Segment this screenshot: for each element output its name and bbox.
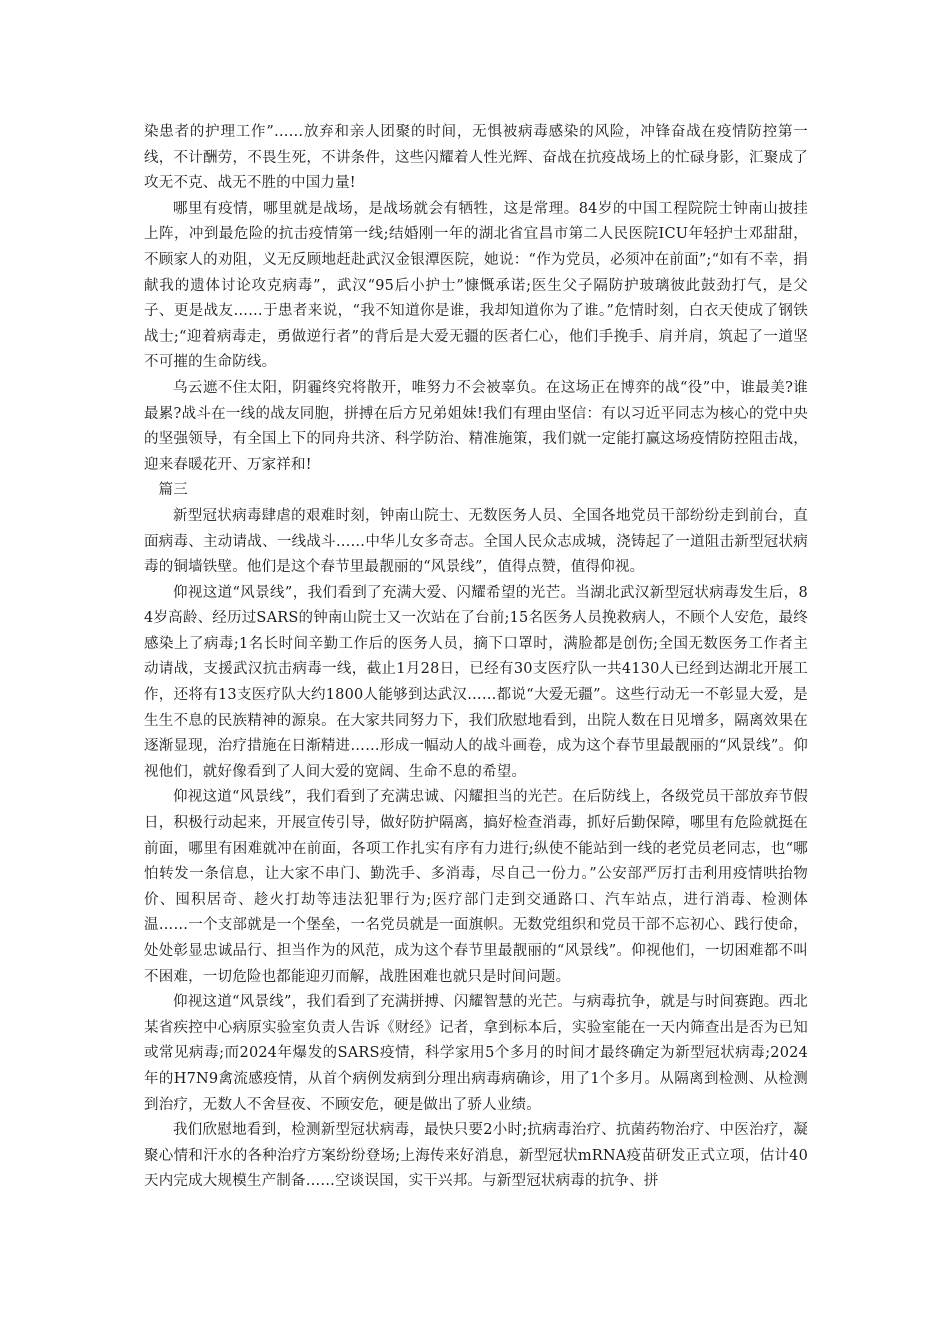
paragraph: 仰视这道“风景线”，我们看到了充满忠诚、闪耀担当的光芒。在后防线上，各级党员干部放弃节假日，积极行动起来，开展宣传引导，做好防护隔离，搞好检查消毒，抓好后勤保障，哪里有危险就挺在前面，哪里有困难就冲在前面，各项工作扎实有序有力进行;纵使不能站到一线的老党员老同志，也“哪怕转发一条信息，让大家不串门、勤洗手、多消毒，尽自己一份力。”公安部严厉打击利用疫情哄抬物价、囤积居奇、趁火打劫等违法犯罪行为;医疗部门走到交通路口、汽车站点，进行消毒、检测体温……一个支部就是一个堡垒，一名党员就是一面旗帜。无数党组织和党员干部不忘初心、践行使命，处处彰显忠诚品行、担当作为的风范，成为这个春节里最靓丽的“风景线”。仰视他们，一切困难都不叫不困难，一切危险也都能迎刃而解，战胜困难也就只是时间问题。	[144, 789, 808, 985]
paragraph: 仰视这道“风景线”，我们看到了充满拼搏、闪耀智慧的光芒。与病毒抗争，就是与时间赛跑。西北某省疾控中心病原实验室负责人告诉《财经》记者，拿到标本后，实验室能在一天内筛查出是否为已知或常见病毒;而2024年爆发的SARS疫情，科学家用5个多月的时间才最终确定为新型冠状病毒;2024年的H7N9禽流感疫情，从首个病例发病到分理出病毒病确诊，用了1个多月。从隔离到检测、从检测到治疗，无数人不舍昼夜、不顾安危，硬是做出了骄人业绩。	[144, 994, 808, 1113]
paragraph: 哪里有疫情，哪里就是战场，是战场就会有牺牲，这是常理。84岁的中国工程院院士钟南山披挂上阵，冲到最危险的抗击疫情第一线;结婚刚一年的湖北省宜昌市第二人民医院ICU年轻护士邓甜甜，不顾家人的劝阻，义无反顾地赶赴武汉金银潭医院，她说：“作为党员，必须冲在前面”;“如有不幸，捐献我的遗体讨论攻克病毒”，武汉“95后小护士”慷慨承诺;医生父子隔防护玻璃彼此鼓劲打气，是父子、更是战友……于患者来说，“我不知道你是谁，我却知道你为了谁。”危情时刻，白衣天使成了钢铁战士;“迎着病毒走，勇做逆行者”的背后是大爱无疆的医者仁心，他们手挽手、肩并肩，筑起了一道坚不可摧的生命防线。	[144, 200, 808, 371]
paragraph: 乌云遮不住太阳，阴霾终究将散开，唯努力不会被辜负。在这场正在博弈的战“役”中，谁最美?谁最累?战斗在一线的战友同胞，拼搏在后方兄弟姐妹!我们有理由坚信：有以习近平同志为核心的党中央的坚强领导，有全国上下的同舟共济、科学防治、精准施策，我们就一定能打赢这场疫情防控阻击战，迎来春暖花开、万家祥和!	[144, 379, 808, 473]
paragraph: 我们欣慰地看到，检测新型冠状病毒，最快只要2小时;抗病毒治疗、抗菌药物治疗、中医治疗，凝聚心情和汗水的各种治疗方案纷纷登场;上海传来好消息，新型冠状mRNA疫苗研发正式立项，估计40天内完成大规模生产制备……空谈误国，实干兴邦。与新型冠状病毒的抗争、拼	[144, 1122, 808, 1190]
paragraph: 新型冠状病毒肆虐的艰难时刻，钟南山院士、无数医务人员、全国各地党员干部纷纷走到前台，直面病毒、主动请战、一线战斗……中华儿女多奇志。全国人民众志成城，浇铸起了一道阻击新型冠状病毒的铜墙铁壁。他们是这个春节里最靓丽的“风景线”，值得点赞，值得仰视。	[144, 507, 808, 576]
paragraph: 仰视这道“风景线”，我们看到了充满大爱、闪耀希望的光芒。当湖北武汉新型冠状病毒发生后，84岁高龄、经历过SARS的钟南山院士又一次站在了台前;15名医务人员挽救病人，不顾个人安危，最终感染上了病毒;1名长时间辛勤工作后的医务人员，摘下口罩时，满脸都是创伤;全国无数医务工作者主动请战，支援武汉抗击病毒一线，截止1月28日，已经有30支医疗队一共4130人已经到达湖北开展工作，还将有13支医疗队大约1800人能够到达武汉……都说“大爱无疆”。这些行动无一不彰显大爱，是生生不息的民族精神的源泉。在大家共同努力下，我们欣慰地看到，出院人数在日见增多，隔离效果在逐渐显现，治疗措施在日渐精进……形成一幅动人的战斗画卷，成为这个春节里最靓丽的“风景线”。仰视他们，就好像看到了人间大爱的宽阔、生命不息的希望。	[144, 584, 808, 780]
paragraph: 染患者的护理工作”……放弃和亲人团聚的时间，无惧被病毒感染的风险，冲锋奋战在疫情防控第一线，不计酬劳，不畏生死，不讲条件，这些闪耀着人性光辉、奋战在抗疫战场上的忙碌身影，汇聚成了攻无不克、战无不胜的中国力量!	[144, 124, 808, 192]
section-title: 篇三	[158, 482, 188, 499]
document-body	[144, 120, 808, 1195]
